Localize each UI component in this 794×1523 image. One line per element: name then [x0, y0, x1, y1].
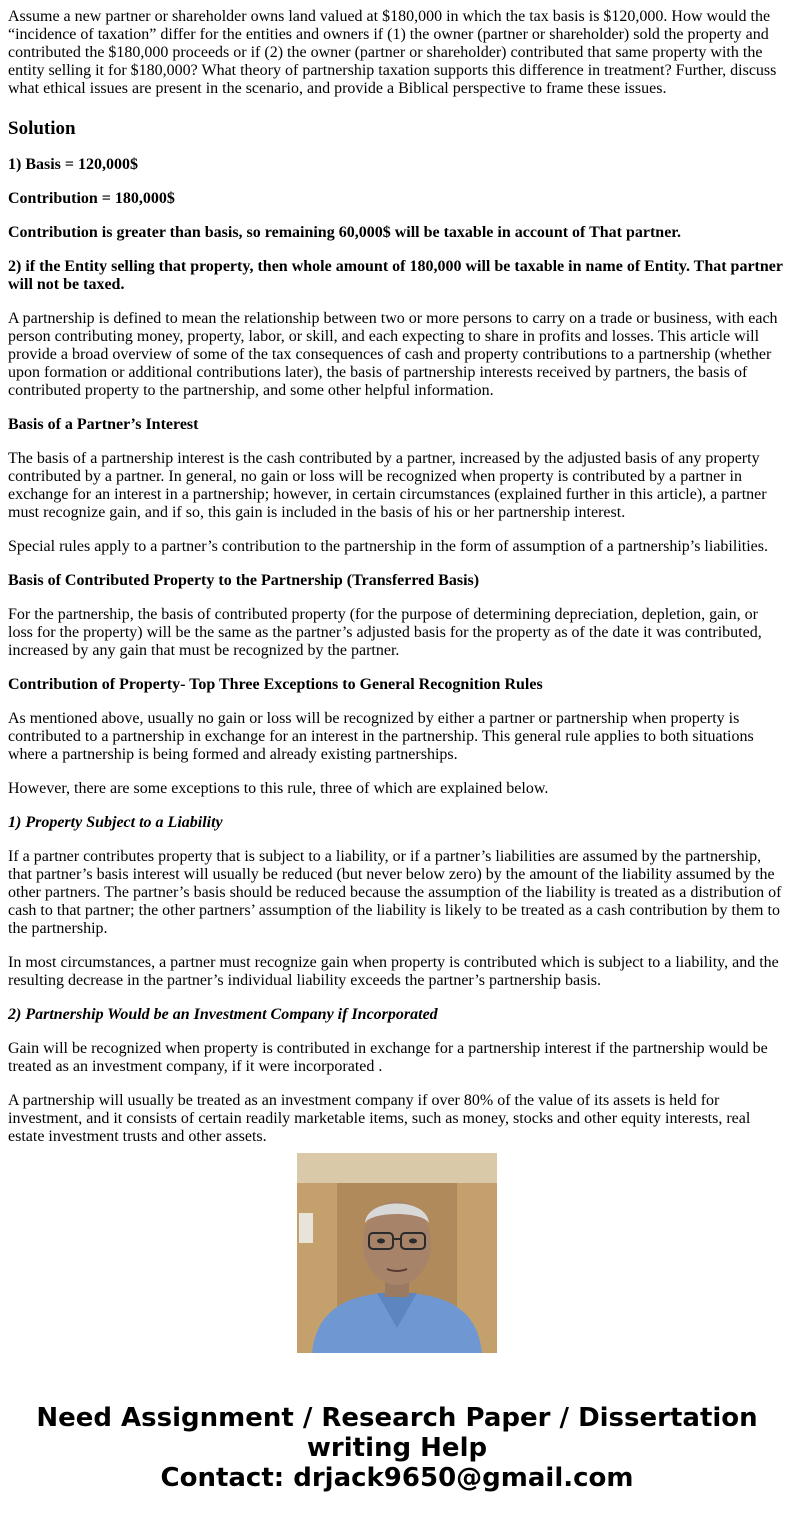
exception-2-heading: 2) Partnership Would be an Investment Company if Incorporated — [8, 1006, 438, 1023]
exceptions-heading: Contribution of Property- Top Three Exceptions to General Recognition Rules — [8, 676, 543, 693]
answer-basis: 1) Basis = 120,000$ — [8, 156, 139, 173]
contributed-heading: Basis of Contributed Property to the Partnership (Transferred Basis) — [8, 572, 480, 589]
footer-line-2: writing Help — [306, 1433, 488, 1463]
author-avatar — [297, 1153, 497, 1353]
solution-heading: Solution — [8, 118, 76, 139]
exception-2-paragraph-2: A partnership will usually be treated as an investment company if over 80% of the value of its assets is held for investment, and it consists of certain readily marketable items, such as money, stocks and other equity interests, real estate investment trusts and other assets. — [8, 1092, 751, 1145]
exception-1-paragraph-1: If a partner contributes property that is subject to a liability, or if a partner’s liabilities are assumed by the partnership, that partner’s basis interest will usually be reduced (but never below zero) by the amount of the liability assumed by the other partners. The partner’s basis should be reduced because the assumption of the liability is treated as a distribution of cash to that partner; the other partners’ assumption of the liability is likely to be treated as a cash contribution by them to the partnership. — [8, 848, 782, 937]
contact-footer — [0, 1403, 794, 1493]
article-intro: A partnership is defined to mean the relationship between two or more persons to carry on a trade or business, with each person contributing money, property, labor, or skill, and each expecting to share in profits and losses. This article will provide a broad overview of some of the tax consequences of cash and property contributions to a partnership (whether upon formation or additional contributions later), the basis of partnership interests received by partners, the basis of contributed property to the partnership, and some other helpful information. — [8, 310, 778, 399]
exceptions-paragraph-2: However, there are some exceptions to this rule, three of which are explained below. — [8, 780, 549, 797]
contributed-paragraph: For the partnership, the basis of contributed property (for the purpose of determining depreciation, depletion, gain, or loss for the property) will be the same as the partner’s adjusted basis for the property as of the date it was contributed, increased by any gain that must be recognized by the partner. — [8, 606, 762, 659]
answer-contribution: Contribution = 180,000$ — [8, 190, 175, 207]
exceptions-paragraph-1: As mentioned above, usually no gain or loss will be recognized by either a partner or partnership when property is contributed to a partnership in exchange for an interest in the partnership. This general rule applies to both situations where a partnership is being formed and already existing partnerships. — [8, 710, 754, 763]
footer-contact-email: Contact: drjack9650@gmail.com — [160, 1463, 634, 1493]
question-text: Assume a new partner or shareholder owns land valued at $180,000 in which the tax basis is $120,000. How would the “incidence of taxation” differ for the entities and owners if (1) the owner (partner or shareholder) sold the property and contributed the $180,000 proceeds or if (2) the owner (partner or shareholder) contributed that same property with the entity selling it for $180,000? What theory of partnership taxation supports this difference in treatment? Further, discuss what ethical issues are present in the scenario, and provide a Biblical perspective to frame these issues. — [8, 8, 777, 97]
footer-line-1: Need Assignment / Research Paper / Dissertation — [36, 1403, 758, 1433]
exception-1-heading: 1) Property Subject to a Liability — [8, 814, 223, 831]
basis-heading: Basis of a Partner’s Interest — [8, 416, 199, 433]
basis-paragraph-1: The basis of a partnership interest is the cash contributed by a partner, increased by the adjusted basis of any property contributed by a partner. In general, no gain or loss will be recognized when property is contributed by a partner in exchange for an interest in a partnership; however, in certain circumstances (explained further in this article), a partner must recognize gain, and if so, this gain is included in the basis of his or her partnership interest. — [8, 450, 767, 521]
author-photo — [297, 1153, 497, 1353]
exception-2-paragraph-1: Gain will be recognized when property is contributed in exchange for a partnership interest if the partnership would be treated as an investment company, if it were incorporated . — [8, 1040, 768, 1075]
basis-paragraph-2: Special rules apply to a partner’s contribution to the partnership in the form of assumption of a partnership’s liabilities. — [8, 538, 768, 555]
answer-taxable: Contribution is greater than basis, so remaining 60,000$ will be taxable in account of That partner. — [8, 224, 681, 241]
document-content — [8, 0, 786, 1145]
answer-entity: 2) if the Entity selling that property, then whole amount of 180,000 will be taxable in name of Entity. That partner will not be taxed. — [8, 258, 783, 293]
exception-1-paragraph-2: In most circumstances, a partner must recognize gain when property is contributed which is subject to a liability, and the resulting decrease in the partner’s individual liability exceeds the partner’s partnership basis. — [8, 954, 779, 989]
